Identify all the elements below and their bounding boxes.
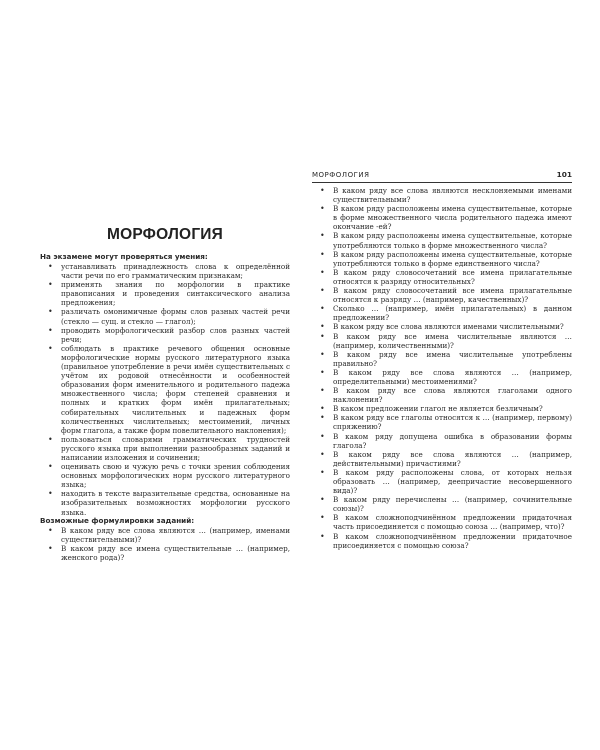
task-item: • В каком ряду расположены имена существительные, которые употребляются только в форме множественного числа?	[312, 231, 572, 249]
task-item: • Сколько … (например, имён прилагательных) в данном предложении?	[312, 304, 572, 322]
skill-item: • пользоваться словарями грамматических трудностей русского языка при выполнении разнообразных заданий и написании изложения и сочинения;	[40, 435, 290, 462]
task-item: • В каком ряду все имена существительные … (например, женского рода)?	[40, 544, 290, 562]
task-item: • В каком ряду расположены имена существительные, которые употребляются только в форме единственного числа?	[312, 250, 572, 268]
tasks-section	[40, 516, 290, 562]
task-item: • В каком сложноподчинённом предложении придаточное присоединяется с помощью союза?	[312, 532, 572, 550]
skills-heading: На экзамене могут проверяться умения:	[40, 252, 208, 261]
task-item: • В каком ряду все слова являются именами числительными?	[312, 322, 572, 331]
task-formulations	[312, 186, 572, 550]
skills-list	[40, 262, 290, 517]
skill-item: • различать омонимичные формы слов разных частей речи (стекло — сущ. и стекло — глагол);	[40, 307, 290, 325]
running-header	[312, 170, 572, 183]
skill-item: • соблюдать в практике речевого общения основные морфологические нормы русского литературного языка (правильное употребление в речи имён существительных с учётом их родовой отнесённости и особенностей образования форм именительного и родительного падежа множественного числа; форм степеней сравнения и полных и кратких форм имён прилагательных; собирательных числительных и падежных форм количественных числительных; местоимений, личных форм глагола, а также форм повелительного наклонения);	[40, 344, 290, 435]
task-item: • В каком ряду расположены слова, от которых нельзя образовать … (например, деепричастие несовершенного вида)?	[312, 468, 572, 495]
skills-section	[40, 252, 290, 517]
task-item: • В каком ряду все имена числительные употреблены правильно?	[312, 350, 572, 368]
tasks-list	[40, 526, 290, 562]
task-item: • В каком ряду все слова являются … (например, именами существительными)?	[40, 526, 290, 544]
chapter-title: МОРФОЛОГИЯ	[106, 226, 223, 243]
page-number: 101	[556, 170, 572, 179]
task-item: • В каком ряду словосочетаний все имена прилагательные относятся к разряду … (например, качественных)?	[312, 286, 572, 304]
task-item: • В каком ряду все глаголы относятся к … (например, первому) спряжению?	[312, 413, 572, 431]
task-item: • В каком сложноподчинённом предложении придаточная часть присоединяется с помощью союза … (например, что)?	[312, 513, 572, 531]
skill-item: • находить в тексте выразительные средства, основанные на изобразительных возможностях морфологии русского языка.	[40, 489, 290, 516]
running-title: МОРФОЛОГИЯ	[312, 171, 370, 179]
task-item: • В каком предложении глагол не является безличным?	[312, 404, 572, 413]
skill-item: • проводить морфологический разбор слов разных частей речи;	[40, 326, 290, 344]
skill-item: • оценивать свою и чужую речь с точки зрения соблюдения основных морфологических норм русского литературного языка;	[40, 462, 290, 489]
task-item: • В каком ряду расположены имена существительные, которые в форме множественного числа родительного падежа имеют окончание -ей?	[312, 204, 572, 231]
task-item: • В каком ряду все имена числительные являются … (например, количественными)?	[312, 332, 572, 350]
task-item: • В каком ряду словосочетаний все имена прилагательные относятся к разряду относительных?	[312, 268, 572, 286]
task-item: • В каком ряду перечислены … (например, сочинительные союзы)?	[312, 495, 572, 513]
skill-item: • устанавливать принадлежность слова к определённой части речи по его грамматическим признакам;	[40, 262, 290, 280]
skill-item: • применять знания по морфологии в практике правописания и проведения синтаксического анализа предложения;	[40, 280, 290, 307]
task-formulations-list	[312, 186, 572, 550]
task-item: • В каком ряду все слова являются несклоняемыми именами существительными?	[312, 186, 572, 204]
task-item: • В каком ряду все слова являются … (например, действительными) причастиями?	[312, 450, 572, 468]
tasks-heading: Возможные формулировки заданий:	[40, 516, 195, 525]
task-item: • В каком ряду все слова являются глаголами одного наклонения?	[312, 386, 572, 404]
task-item: • В каком ряду допущена ошибка в образовании формы глагола?	[312, 432, 572, 450]
task-item: • В каком ряду все слова являются … (например, определительными) местоимениями?	[312, 368, 572, 386]
